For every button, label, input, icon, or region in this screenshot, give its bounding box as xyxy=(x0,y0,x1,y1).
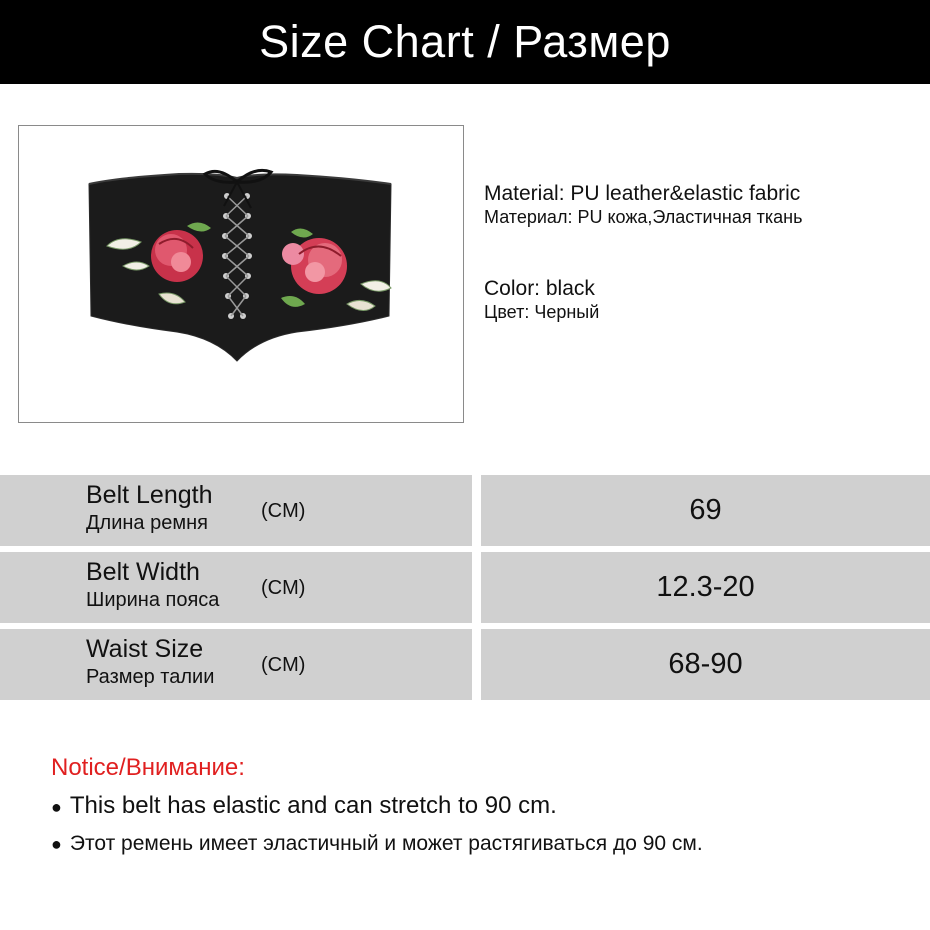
material-info xyxy=(484,182,802,228)
row-value: 68-90 xyxy=(481,629,930,700)
row-value: 12.3-20 xyxy=(481,552,930,623)
notice-text-ru: Этот ремень имеет эластичный и может растягиваться до 90 см. xyxy=(69,832,703,855)
row-label-en: Belt Width xyxy=(86,558,200,586)
row-unit: (CM) xyxy=(261,654,306,676)
table-row xyxy=(0,475,930,546)
row-label-ru: Размер талии xyxy=(86,666,215,688)
material-en: Material: PU leather&elastic fabric xyxy=(484,182,801,205)
notice-text-en: This belt has elastic and can stretch to 90 cm. xyxy=(69,792,557,819)
row-label-en: Waist Size xyxy=(86,635,204,663)
material-ru: Материал: PU кожа,Эластичная ткань xyxy=(484,207,803,227)
bullet-icon: ● xyxy=(51,834,62,854)
row-label-cell xyxy=(0,475,472,546)
row-label-cell xyxy=(0,552,472,623)
row-label-cell xyxy=(0,629,472,700)
header-bar xyxy=(0,0,930,84)
row-label-ru: Ширина пояса xyxy=(86,589,220,611)
notice-line-ru xyxy=(51,832,703,856)
notice-line-en xyxy=(51,792,557,820)
table-row xyxy=(0,629,930,700)
notice-title: Notice/Внимание: xyxy=(51,754,245,781)
page-title: Size Chart / Размер xyxy=(259,16,671,67)
color-en: Color: black xyxy=(484,277,595,300)
bullet-icon: ● xyxy=(51,797,62,817)
row-unit: (CM) xyxy=(261,500,306,522)
color-ru: Цвет: Черный xyxy=(484,302,600,322)
product-image xyxy=(18,125,464,423)
row-label-ru: Длина ремня xyxy=(86,512,208,534)
row-value: 69 xyxy=(481,475,930,546)
table-row xyxy=(0,552,930,623)
notice-section xyxy=(51,754,245,782)
corset-belt-illustration xyxy=(19,126,463,422)
row-unit: (CM) xyxy=(261,577,306,599)
row-label-en: Belt Length xyxy=(86,481,213,509)
color-info xyxy=(484,277,599,323)
